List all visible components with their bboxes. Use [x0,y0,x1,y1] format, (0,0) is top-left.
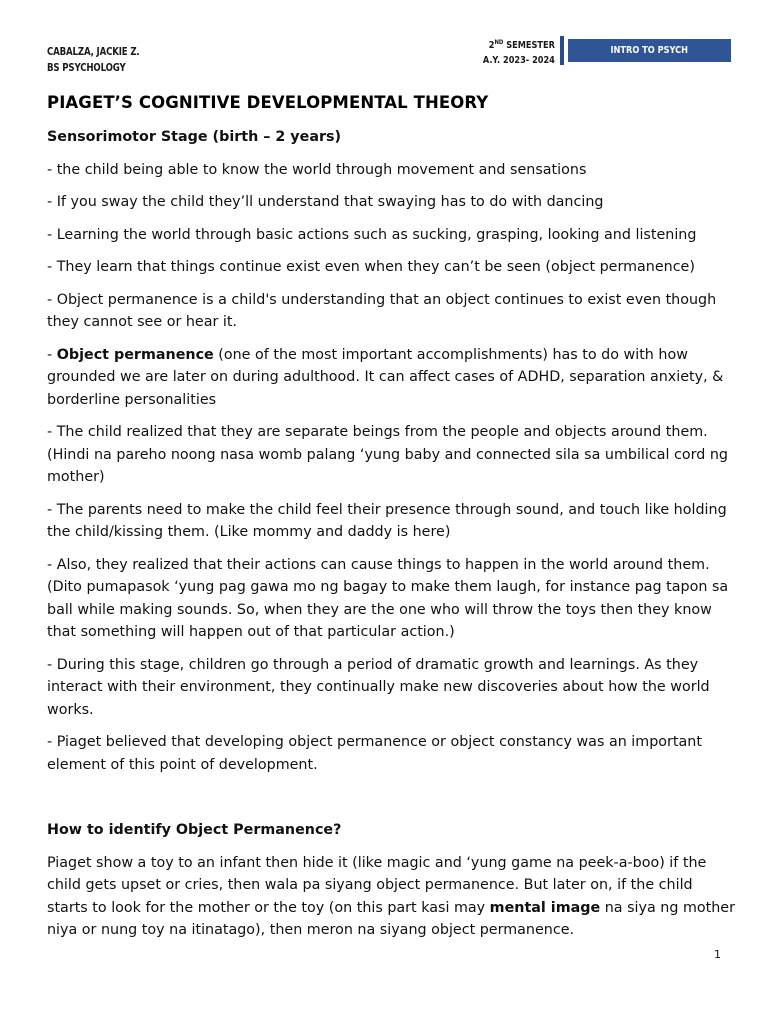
header-term-block [483,38,555,68]
paragraph: - Object permanence is a child's understanding that an object continues to exist even though they cannot see or hear it. [47,291,717,330]
document-body [47,126,737,952]
bold-term: mental image [489,899,601,916]
paragraph: - The parents need to make the child feel their presence through sound, and touch like holding the child/kissing them. (Like mommy and daddy is here) [47,501,727,540]
paragraph: - During this stage, children go through a period of dramatic growth and learnings. As they interact with their environment, they continually make new discoveries about how the world works. [47,656,710,718]
paragraph-text: Piaget show a toy to an infant then hide it (like magic and ‘yung game na peek-a-boo) if the child gets upset or cries, then wala pa siyang object permanence. But later on, if the child starts to look for the mother or the toy (on this part kasi may [47,854,707,916]
semester-number: 2 [488,40,495,51]
paragraph: - Also, they realized that their actions can cause things to happen in the world around them. (Dito pumapasok ‘yung pag gawa mo ng bagay to make them laugh, for instance pag tapon sa ball while making sounds. So, when they are the one who will throw the toys then they know that something will happen out of that particular action.) [47,556,729,640]
paragraph: - the child being able to know the world through movement and sensations [47,161,587,178]
semester-label [483,38,555,53]
paragraph-prefix: - [47,346,57,363]
semester-word: SEMESTER [503,40,555,51]
section-spacer [47,786,737,819]
paragraph: - The child realized that they are separate beings from the people and objects around them. (Hindi na pareho noong nasa womb palang ‘yung baby and connected sila sa umbilical cord ng mother) [47,424,728,485]
paragraph-text: na siya ng mother niya or nung toy na itinatago), then meron na siyang object permanence. [47,899,735,938]
semester-ordinal: ND [494,38,504,46]
course-label: INTRO TO PSYCH [610,45,689,56]
paragraph [47,344,737,412]
header-author-block [47,44,140,76]
paragraph: - Learning the world through basic actions such as sucking, grasping, looking and listening [47,226,697,243]
page-number: 1 [714,948,721,961]
paragraph [47,852,737,942]
author-program: BS PSYCHOLOGY [47,62,126,74]
section-heading-sensorimotor: Sensorimotor Stage (birth – 2 years) [47,129,342,145]
paragraph: - They learn that things continue exist even when they can’t be seen (object permanence) [47,259,695,275]
section-heading-identify: How to identify Object Permanence? [47,822,342,838]
paragraph-text: (one of the most important accomplishments) has to do with how grounded we are later on during adulthood. It can affect cases of ADHD, separation anxiety, & borderline personalities [47,346,724,408]
academic-year: A.Y. 2023- 2024 [482,55,555,66]
author-name: CABALZA, JACKIE Z. [47,46,140,58]
paragraph: - If you sway the child they’ll understand that swaying has to do with dancing [47,194,604,210]
header-divider [560,36,564,65]
bold-term: Object permanence [56,346,214,363]
course-banner [568,39,731,62]
paragraph: - Piaget believed that developing object permanence or object constancy was an important element of this point of development. [47,734,702,773]
page-title: PIAGET’S COGNITIVE DEVELOPMENTAL THEORY [47,93,489,112]
